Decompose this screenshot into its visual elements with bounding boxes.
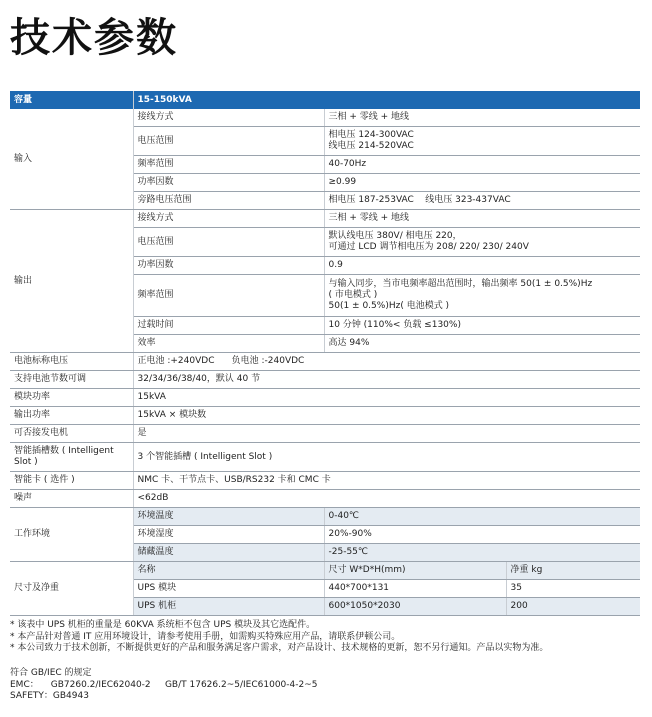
value-line: 与输入同步，当市电频率超出范围时，输出频率 50(1 ± 0.5%)Hz xyxy=(328,279,593,289)
row-value xyxy=(324,275,640,317)
spec-table xyxy=(10,91,640,616)
table-header-row xyxy=(10,91,640,109)
row-name: 频率范围 xyxy=(133,275,324,317)
row-name: 智能卡 ( 选件 ) xyxy=(10,472,133,490)
row-name: 环境湿度 xyxy=(133,526,324,544)
row-weight: 35 xyxy=(506,580,640,598)
input-section-label: 输入 xyxy=(10,109,133,210)
compliance-block xyxy=(10,668,317,703)
row-value: 0-40℃ xyxy=(324,508,640,526)
table-row xyxy=(10,389,640,407)
safety-value: GB4943 xyxy=(52,691,89,701)
safety-label: SAFETY： xyxy=(10,691,53,701)
row-value: 15kVA × 模块数 xyxy=(133,407,640,425)
value-line: 50(1 ± 0.5%)Hz( 电池模式 ) xyxy=(328,301,450,311)
row-name: 功率因数 xyxy=(133,174,324,192)
table-row xyxy=(10,371,640,389)
column-header-weight: 净重 kg xyxy=(506,562,640,580)
emc-line xyxy=(10,680,317,692)
dimensions-section-label: 尺寸及净重 xyxy=(10,562,133,616)
row-value xyxy=(324,228,640,257)
compliance-title: 符合 GB/IEC 的规定 xyxy=(10,668,92,678)
row-name: 旁路电压范围 xyxy=(133,192,324,210)
row-size: 440*700*131 xyxy=(324,580,506,598)
row-size: 600*1050*2030 xyxy=(324,598,506,616)
output-section-label: 输出 xyxy=(10,210,133,353)
capacity-value-header: 15-150kVA xyxy=(133,91,640,109)
row-name: 效率 xyxy=(133,335,324,353)
row-name: UPS 模块 xyxy=(133,580,324,598)
footnote: * 本产品针对普通 IT 应用环境设计，请参考使用手册，如需购买特殊应用产品，请联系伊顿公司。 xyxy=(10,631,401,642)
capacity-header: 容量 xyxy=(10,91,133,109)
value-line: 默认线电压 380V/ 相电压 220， xyxy=(328,231,462,241)
safety-line xyxy=(10,691,317,703)
footnote: * 该表中 UPS 机柜的重量是 60KVA 系统柜不包含 UPS 模块及其它选配件。 xyxy=(10,620,316,630)
table-row xyxy=(10,109,640,127)
row-name: 电池标称电压 xyxy=(10,353,133,371)
row-value: 三相 + 零线 + 地线 xyxy=(324,109,640,127)
table-row xyxy=(10,407,640,425)
table-row xyxy=(10,508,640,526)
row-value: 高达 94% xyxy=(324,335,640,353)
column-header-name: 名称 xyxy=(133,562,324,580)
row-value xyxy=(324,127,640,156)
row-value: <62dB xyxy=(133,490,640,508)
table-row xyxy=(10,562,640,580)
table-row xyxy=(10,425,640,443)
row-name: 频率范围 xyxy=(133,156,324,174)
value-line: 可通过 LCD 调节相电压为 208/ 220/ 230/ 240V xyxy=(328,242,529,252)
row-name: 输出功率 xyxy=(10,407,133,425)
column-header-size: 尺寸 W*D*H(mm) xyxy=(324,562,506,580)
environment-section-label: 工作环境 xyxy=(10,508,133,562)
row-value: 15kVA xyxy=(133,389,640,407)
page-title: 技术参数 xyxy=(10,15,178,61)
row-name: 环境温度 xyxy=(133,508,324,526)
row-value: 正电池 :+240VDC 负电池 :-240VDC xyxy=(133,353,640,371)
row-value: 相电压 187-253VAC 线电压 323-437VAC xyxy=(324,192,640,210)
row-value: 40-70Hz xyxy=(324,156,640,174)
row-name: 接线方式 xyxy=(133,109,324,127)
row-name: 可否接发电机 xyxy=(10,425,133,443)
row-weight: 200 xyxy=(506,598,640,616)
row-name: 功率因数 xyxy=(133,257,324,275)
row-value: 三相 + 零线 + 地线 xyxy=(324,210,640,228)
row-name: 噪声 xyxy=(10,490,133,508)
row-name: 接线方式 xyxy=(133,210,324,228)
row-value: ≥0.99 xyxy=(324,174,640,192)
row-name: 过载时间 xyxy=(133,317,324,335)
table-row xyxy=(10,210,640,228)
footnotes xyxy=(10,620,640,655)
row-value: -25-55℃ xyxy=(324,544,640,562)
row-name: UPS 机柜 xyxy=(133,598,324,616)
row-name: 模块功率 xyxy=(10,389,133,407)
row-name: 电压范围 xyxy=(133,127,324,156)
emc-label: EMC： xyxy=(10,679,39,690)
value-line: 相电压 124-300VAC xyxy=(328,130,414,140)
row-name: 电压范围 xyxy=(133,228,324,257)
row-name: 储藏温度 xyxy=(133,544,324,562)
emc-value: GB7260.2/IEC62040-2 GB/T 17626.2~5/IEC61000-4-2~5 xyxy=(50,679,318,690)
footnote: * 本公司致力于技术创新，不断提供更好的产品和服务满足客户需求，对产品设计、技术规格的更新，恕不另行通知。产品以实物为准。 xyxy=(10,643,549,653)
row-value: 是 xyxy=(133,425,640,443)
row-name: 支持电池节数可调 xyxy=(10,371,133,389)
table-row xyxy=(10,490,640,508)
value-line: 线电压 214-520VAC xyxy=(328,141,414,151)
row-value: 32/34/36/38/40，默认 40 节 xyxy=(133,371,640,389)
table-row xyxy=(10,472,640,490)
row-value: 0.9 xyxy=(324,257,640,275)
row-value: 3 个智能插槽 ( Intelligent Slot ) xyxy=(133,443,640,472)
row-name: 智能插槽数 ( Intelligent Slot ) xyxy=(10,443,133,472)
row-value: NMC 卡、干节点卡、USB/RS232 卡和 CMC 卡 xyxy=(133,472,640,490)
row-value: 20%-90% xyxy=(324,526,640,544)
table-row xyxy=(10,353,640,371)
table-row xyxy=(10,443,640,472)
value-line: ( 市电模式 ) xyxy=(328,290,378,300)
row-value: 10 分钟 (110%< 负载 ≤130%) xyxy=(324,317,640,335)
